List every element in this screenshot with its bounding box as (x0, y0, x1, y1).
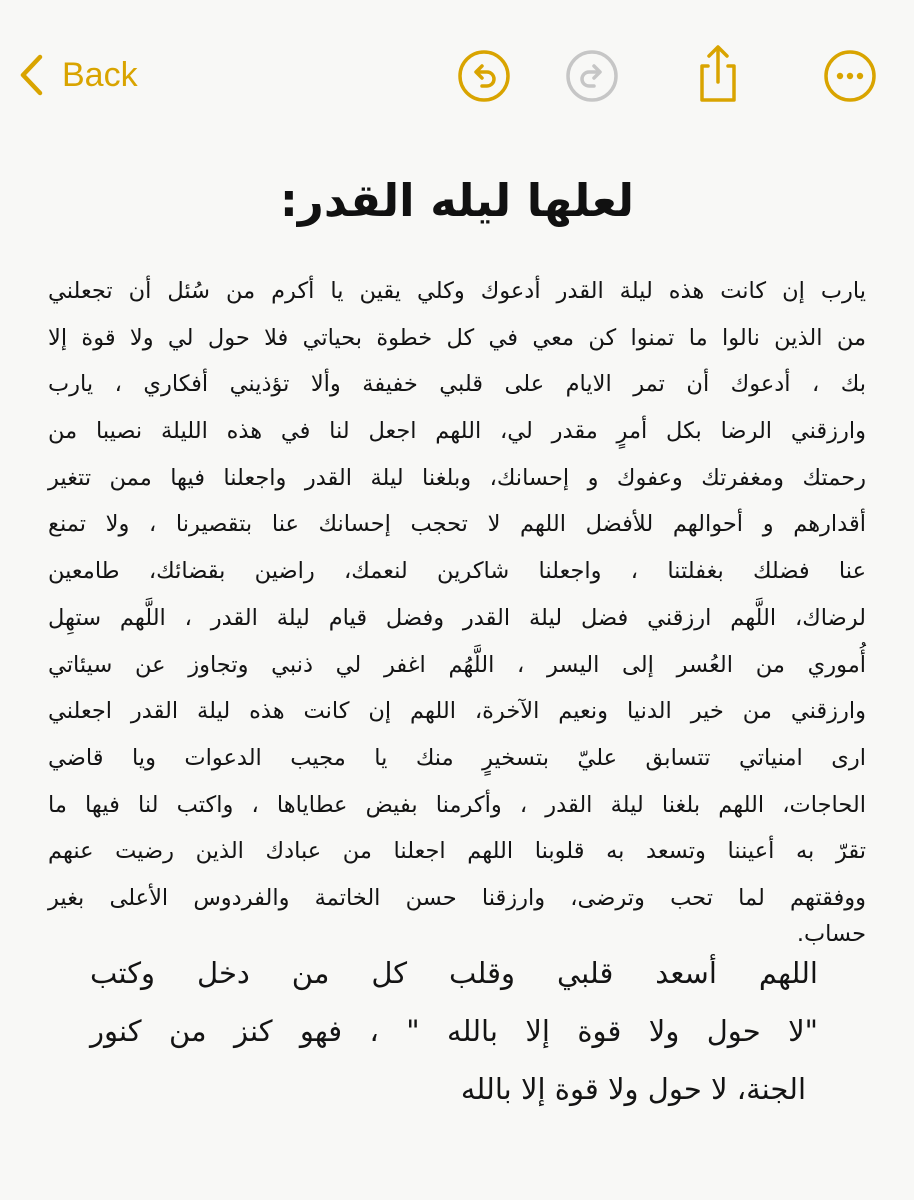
undo-icon (456, 48, 512, 104)
body-line: حساب. (796, 920, 866, 947)
body-line: أُموري من العُسر إلى اليسر ، اللَّهُم اغفر لي ذنبي وتجاوز عن سيئاتي (48, 651, 866, 678)
closing-prayer[interactable] (90, 944, 818, 1118)
redo-icon (564, 48, 620, 104)
back-button[interactable] (18, 52, 138, 98)
body-line: وارزقني الرضا بكل أمرٍ مقدر لي، اللهم اجعل لنا في هذه الليلة نصيبا من (48, 418, 866, 445)
back-label: Back (62, 56, 138, 94)
closing-line: اللهم أسعد قلبي وقلب كل من دخل وكتب (90, 956, 818, 990)
body-line: عنا فضلك بغفلتنا ، واجعلنا شاكرين لنعمك، راضين بقضائك، طامعين (48, 558, 866, 585)
body-line: بك ، أدعوك أن تمر الايام على قلبي خفيفة وألا تؤذيني أفكاري ، يارب (48, 371, 866, 398)
share-button[interactable] (690, 42, 746, 104)
more-button[interactable] (822, 48, 878, 104)
body-line: أقدارهم و أحوالهم للأفضل اللهم لا تحجب إحسانك عنا بتقصيرنا ، ولا تمنع (48, 511, 866, 538)
note-body[interactable] (48, 268, 866, 946)
body-line: يارب إن كانت هذه ليلة القدر أدعوك وكلي يقين يا أكرم من سُئل أن تجعلني (48, 278, 866, 304)
undo-button[interactable] (456, 48, 512, 104)
share-icon (690, 42, 746, 104)
closing-line: الجنة، لا حول ولا قوة إلا بالله (460, 1072, 806, 1106)
body-line: ارى امنياتي تتسابق عليّ بتسخيرٍ منك يا مجيب الدعوات ويا قاضي (48, 744, 866, 771)
body-line: الحاجات، اللهم بلغنا ليلة القدر ، وأكرمنا بفيض عطاياها ، واكتب لنا فيها ما (48, 791, 866, 818)
body-line: من الذين نالوا ما تمنوا كن معي في كل خطوة بحياتي فلا حول لي ولا قوة إلا (48, 324, 866, 351)
redo-button[interactable] (564, 48, 620, 104)
body-line: لرضاك، اللَّهم ارزقني فضل ليلة القدر وفضل قيام ليلة القدر ، اللَّهم ستهِل (48, 604, 866, 631)
closing-line: "لا حول ولا قوة إلا بالله " ، فهو كنز من كنور (90, 1014, 818, 1048)
body-line: تقرّ به أعيننا وتسعد به قلوبنا اللهم اجعلنا من عبادك الذين رضيت عنهم (48, 838, 866, 865)
body-line: ووفقتهم لما تحب وترضى، وارزقنا حسن الخاتمة والفردوس الأعلى بغير (48, 884, 866, 911)
body-line: رحمتك ومغفرتك وعفوك و إحسانك، وبلغنا ليلة القدر واجعلنا فيها ممن تتغير (48, 464, 866, 491)
chevron-left-icon (18, 54, 44, 96)
body-line: وارزقني من خير الدنيا ونعيم الآخرة، اللهم إن كانت هذه ليلة القدر اجعلني (48, 698, 866, 725)
more-icon (822, 48, 878, 104)
toolbar (0, 0, 914, 150)
note-title: لعلها ليله القدر: (279, 174, 635, 227)
